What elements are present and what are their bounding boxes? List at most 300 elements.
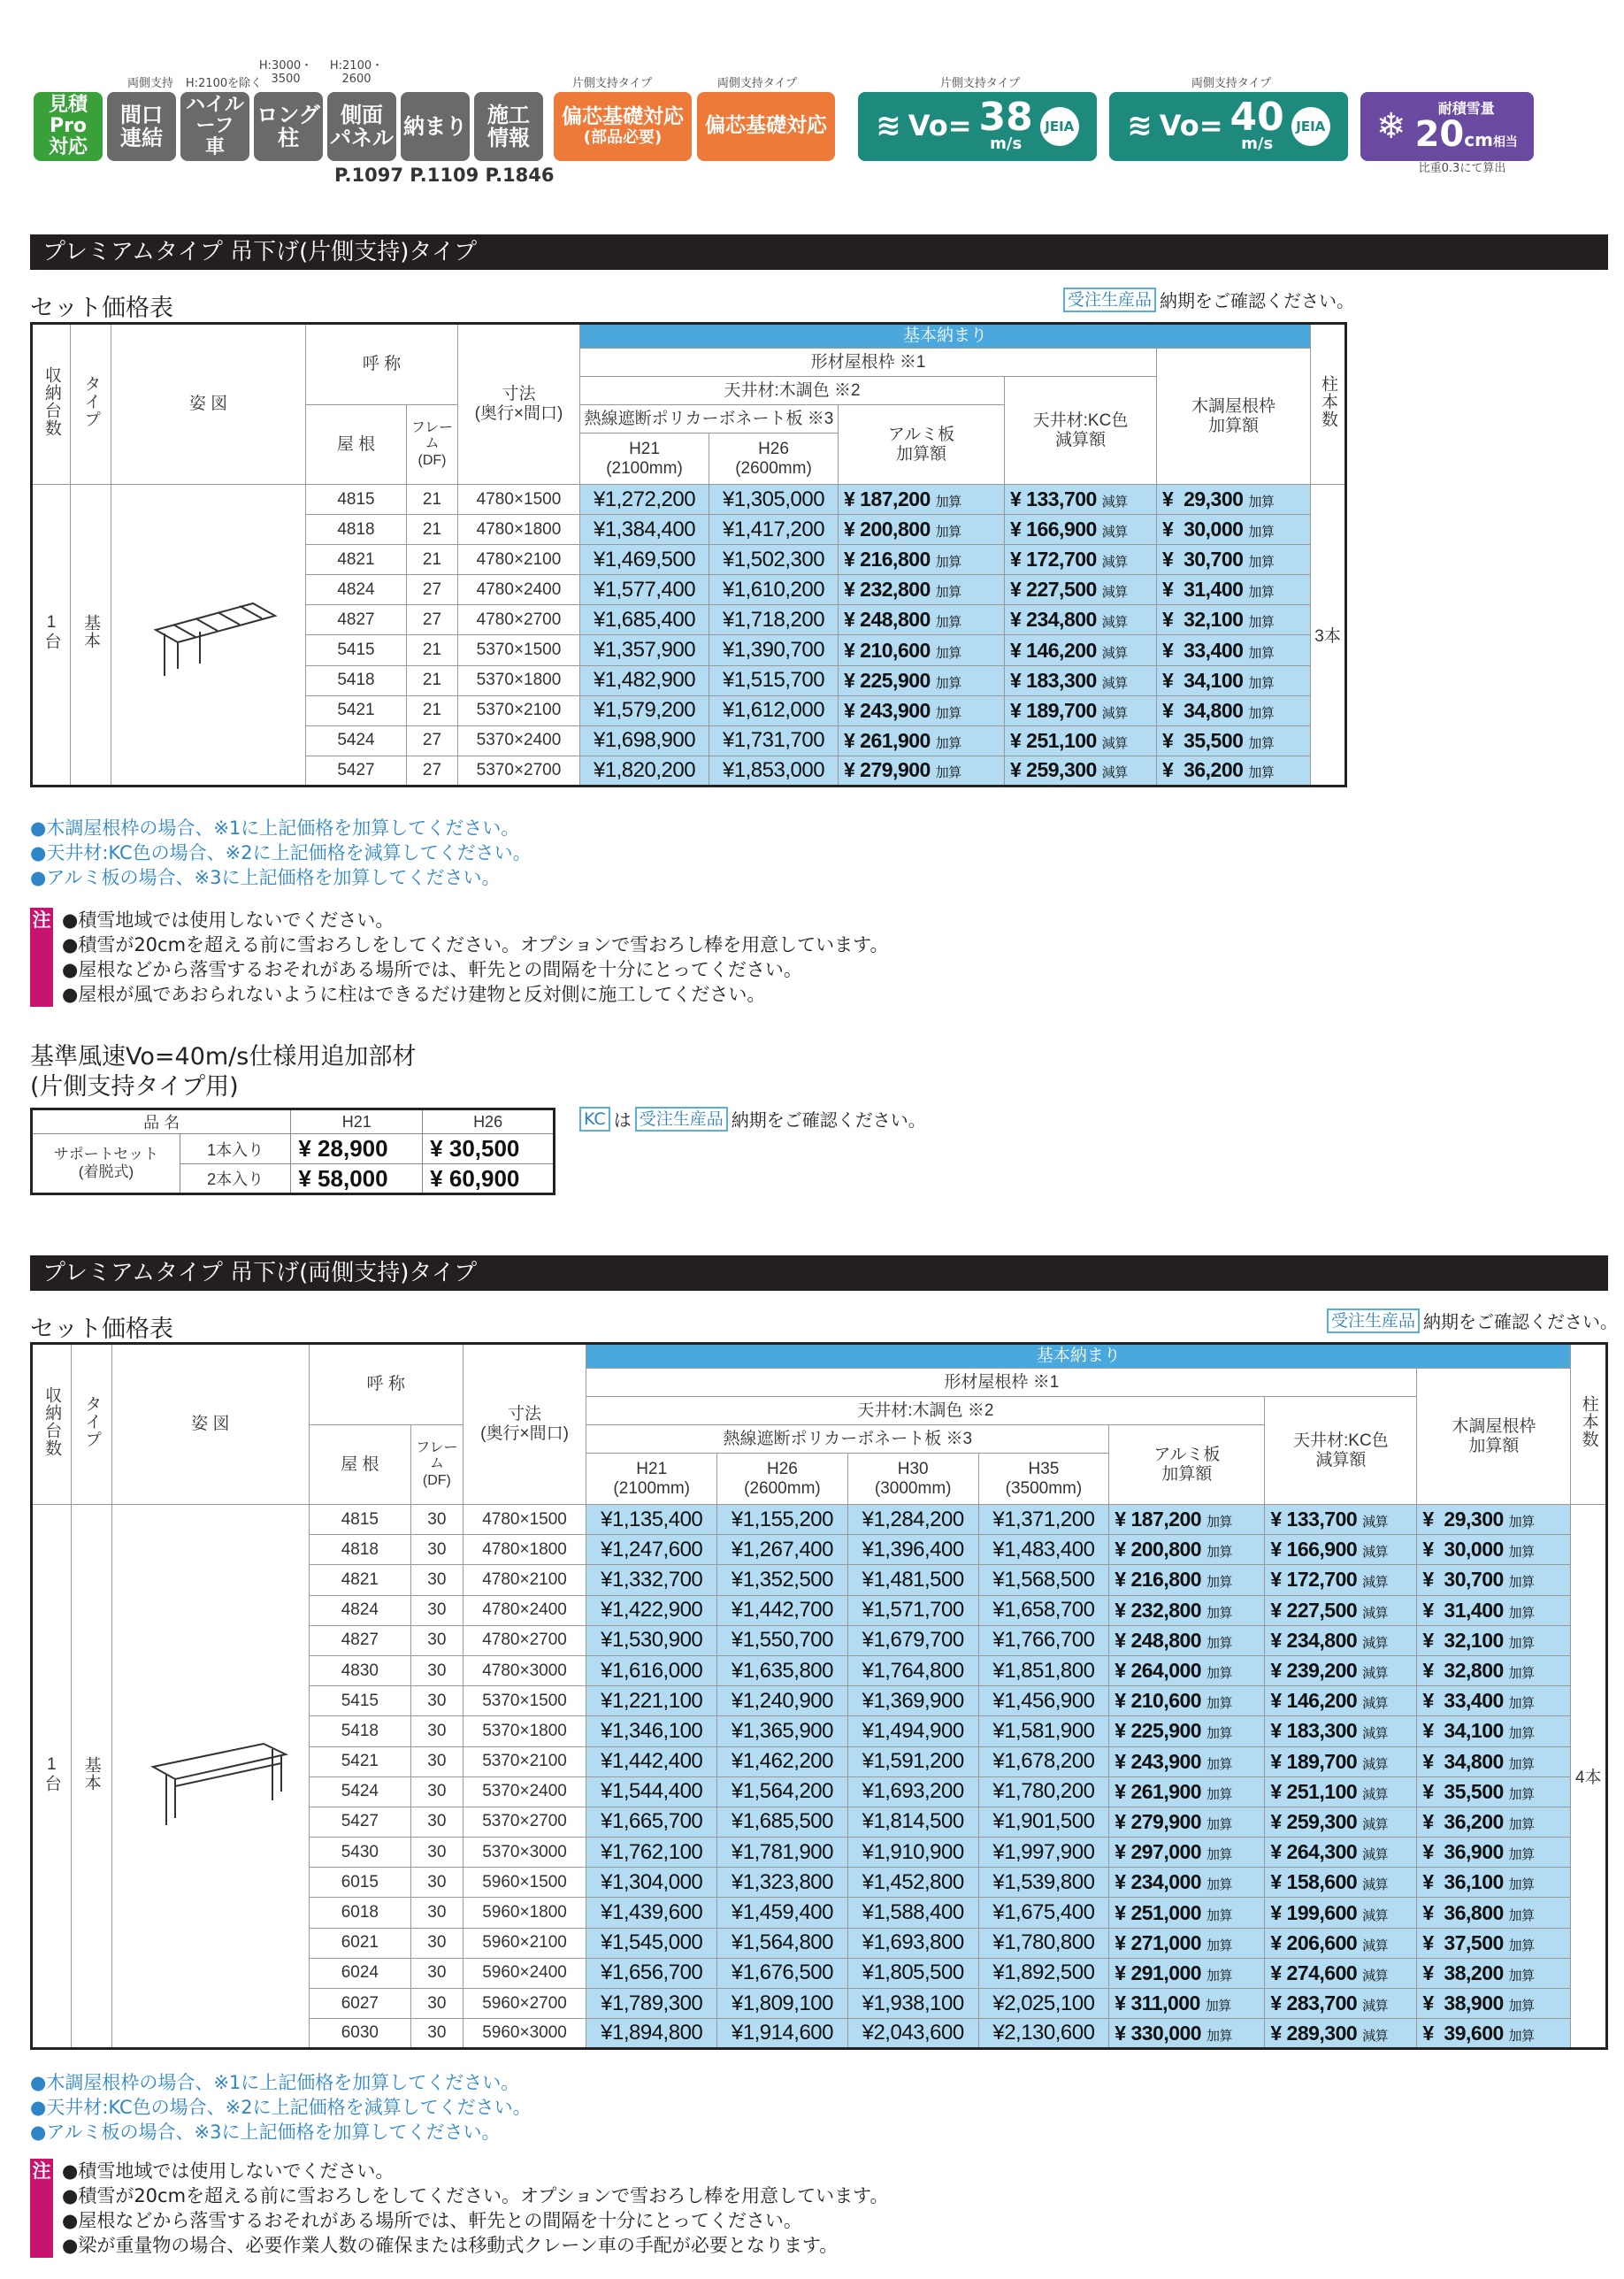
high-roof-badge: ハイルーフ 車	[180, 92, 249, 161]
price-p3-cell: ¥1,369,900	[847, 1686, 978, 1716]
size-cell: 5960×2400	[463, 1958, 586, 1988]
section1-made-to-order-note	[1063, 287, 1354, 312]
mokucho-cell: ¥ 31,400 加算	[1417, 1595, 1571, 1625]
delivery-note: 納期をご確認ください。	[731, 1109, 926, 1131]
header-yane: 屋 根	[306, 405, 407, 485]
support-title	[30, 1042, 416, 1102]
yane-cell: 5424	[306, 725, 407, 756]
price-p2-cell: ¥1,612,000	[709, 695, 839, 725]
df-cell: 30	[411, 1928, 463, 1958]
yane-cell: 5424	[309, 1776, 410, 1807]
size-cell: 4780×1500	[458, 485, 580, 515]
header-tenjo: 天井材:木調色 ※2	[580, 377, 1005, 405]
mokucho-cell: ¥ 36,200 加算	[1417, 1807, 1571, 1837]
price-p2-cell: ¥1,240,900	[717, 1686, 848, 1716]
kc-cell: ¥ 189,700 減算	[1005, 695, 1157, 725]
df-cell: 21	[407, 635, 458, 665]
made-to-order-badge: 受注生産品	[635, 1107, 728, 1132]
product-diagram	[112, 1505, 310, 2049]
hencho1-sub: (部品必要)	[583, 127, 663, 147]
type-cell: 基本	[71, 485, 111, 787]
header-kihon: 基本納まり	[580, 324, 1311, 349]
header-sugata: 姿 図	[112, 1344, 310, 1505]
mokucho-cell: ¥ 34,800 加算	[1157, 695, 1311, 725]
size-cell: 5370×3000	[463, 1838, 586, 1868]
df-cell: 30	[411, 1655, 463, 1685]
mokucho-cell: ¥ 38,200 加算	[1417, 1958, 1571, 1988]
yane-cell: 6024	[309, 1958, 410, 1988]
mitsumori-pro-badge: 見積Pro 対応	[34, 92, 103, 161]
kc-cell: ¥ 259,300 減算	[1265, 1807, 1417, 1837]
price-p4-cell: ¥1,371,200	[978, 1505, 1109, 1535]
table-row	[32, 1505, 1607, 1535]
alumi-cell: ¥ 248,800 加算	[839, 605, 1005, 635]
section1-price-table	[30, 322, 1347, 787]
kc-cell: ¥ 166,900 減算	[1005, 515, 1157, 545]
yane-cell: 4815	[306, 485, 407, 515]
price-p4-cell: ¥1,581,900	[978, 1716, 1109, 1746]
support-title-line2: (片側支持タイプ用)	[30, 1073, 239, 1101]
support-row1-label: 1本入り	[180, 1134, 290, 1164]
yane-cell: 6030	[309, 2019, 410, 2049]
price-p2-cell: ¥1,731,700	[709, 725, 839, 756]
size-cell: 5960×3000	[463, 2019, 586, 2049]
support-row1-h21: ¥ 28,900	[291, 1134, 423, 1164]
carport-diagram-icon	[120, 579, 297, 685]
price-p1-cell: ¥1,482,900	[580, 665, 709, 695]
section2-blue-notes	[30, 2070, 532, 2145]
size-cell: 5370×1500	[463, 1686, 586, 1716]
yane-cell: 5430	[309, 1838, 410, 1868]
delivery-note: 納期をご確認ください。	[1160, 290, 1355, 311]
kc-cell: ¥ 259,300 減算	[1005, 756, 1157, 786]
caption-long: H:3000・ 3500	[258, 59, 313, 86]
kc-cell: ¥ 158,600 減算	[1265, 1868, 1417, 1898]
price-p3-cell: ¥1,588,400	[847, 1898, 978, 1928]
caption-wind38: 片側支持タイプ	[939, 77, 1021, 90]
mokucho-cell: ¥ 32,100 加算	[1157, 605, 1311, 635]
yane-cell: 4830	[309, 1655, 410, 1685]
size-cell: 5960×1500	[463, 1868, 586, 1898]
yane-cell: 4821	[306, 545, 407, 575]
df-cell: 21	[407, 695, 458, 725]
caution-item: ●積雪が20cmを超える前に雪おろしをしてください。オプションで雪おろし棒を用意しています。	[62, 2185, 889, 2206]
jeia-logo-40: JEIA	[1291, 107, 1330, 146]
kc-cell: ¥ 199,600 減算	[1265, 1898, 1417, 1928]
header-h21: H21 (2100mm)	[586, 1454, 717, 1505]
alumi-cell: ¥ 264,000 加算	[1109, 1655, 1265, 1685]
mokucho-cell: ¥ 29,300 加算	[1157, 485, 1311, 515]
mokucho-cell: ¥ 34,100 加算	[1157, 665, 1311, 695]
price-p2-cell: ¥1,417,200	[709, 515, 839, 545]
alumi-cell: ¥ 279,900 加算	[839, 756, 1005, 786]
mokucho-cell: ¥ 29,300 加算	[1417, 1505, 1571, 1535]
caption-maguchi: 両側支持	[126, 77, 173, 90]
alumi-cell: ¥ 297,000 加算	[1109, 1838, 1265, 1868]
snow-unit: cm	[1464, 128, 1493, 150]
price-p2-cell: ¥1,635,800	[717, 1655, 848, 1685]
section2-subtitle: セット価格表	[30, 1316, 173, 1343]
size-cell: 4780×2400	[458, 575, 580, 605]
price-p1-cell: ¥1,685,400	[580, 605, 709, 635]
size-cell: 5370×1500	[458, 635, 580, 665]
price-p4-cell: ¥1,539,800	[978, 1868, 1109, 1898]
header-mokucho: 木調屋根枠 加算額	[1157, 349, 1311, 485]
blue-note: ●アルミ板の場合、※3に上記価格を加算してください。	[30, 2122, 501, 2143]
hencho-kiso-ryogawa-badge: 偏芯基礎対応	[697, 92, 835, 161]
yane-cell: 4818	[306, 515, 407, 545]
price-p3-cell: ¥1,910,900	[847, 1838, 978, 1868]
support-title-line1: 基準風速Vo=40m/s仕様用追加部材	[30, 1043, 417, 1070]
section1-rows	[32, 485, 1346, 787]
alumi-cell: ¥ 187,200 加算	[1109, 1505, 1265, 1535]
price-p4-cell: ¥2,130,600	[978, 2019, 1109, 2049]
section1-title: プレミアムタイプ 吊下げ(片側支持)タイプ	[30, 234, 1608, 270]
kc-cell: ¥ 251,100 減算	[1265, 1776, 1417, 1807]
df-cell: 27	[407, 725, 458, 756]
blue-note: ●天井材:KC色の場合、※2に上記価格を減算してください。	[30, 842, 532, 863]
support-row2-label: 2本入り	[180, 1164, 290, 1194]
price-p3-cell: ¥1,494,900	[847, 1716, 978, 1746]
alumi-cell: ¥ 200,800 加算	[839, 515, 1005, 545]
wind40-value: 40	[1229, 95, 1284, 141]
caption-snow: 比重0.3にて算出	[1418, 162, 1506, 175]
kc-cell: ¥ 251,100 減算	[1005, 725, 1157, 756]
section2-rows	[32, 1505, 1607, 2049]
price-p3-cell: ¥1,764,800	[847, 1655, 978, 1685]
wind-38-badge	[858, 92, 1097, 161]
mokucho-cell: ¥ 37,500 加算	[1417, 1928, 1571, 1958]
maguchi-renketsu-badge: 間口 連結	[107, 92, 176, 161]
product-diagram	[111, 485, 306, 787]
section2-title: プレミアムタイプ 吊下げ(両側支持)タイプ	[30, 1255, 1608, 1291]
kc-cell: ¥ 283,700 減算	[1265, 1989, 1417, 2019]
price-p3-cell: ¥1,284,200	[847, 1505, 978, 1535]
size-cell: 4780×1800	[458, 515, 580, 545]
long-pillar-badge: ロング 柱	[254, 92, 323, 161]
snow-sub: 相当	[1492, 134, 1518, 150]
header-kc: 天井材:KC色 減算額	[1265, 1397, 1417, 1505]
side-panel-badge: 側面 パネル	[327, 92, 396, 161]
size-cell: 5960×1800	[463, 1898, 586, 1928]
price-p2-cell: ¥1,323,800	[717, 1868, 848, 1898]
yane-cell: 5418	[309, 1716, 410, 1746]
df-cell: 30	[411, 1746, 463, 1776]
header-h26: H26 (2600mm)	[717, 1454, 848, 1505]
support-row2-h26: ¥ 60,900	[423, 1164, 555, 1194]
kc-cell: ¥ 146,200 減算	[1265, 1686, 1417, 1716]
alumi-cell: ¥ 187,200 加算	[839, 485, 1005, 515]
df-cell: 30	[411, 1535, 463, 1565]
header-kosho: 呼 称	[306, 324, 458, 405]
blue-note: ●木調屋根枠の場合、※1に上記価格を加算してください。	[30, 817, 520, 839]
price-p2-cell: ¥1,155,200	[717, 1505, 848, 1535]
mokucho-cell: ¥ 36,200 加算	[1157, 756, 1311, 786]
caption-hencho1: 片側支持タイプ	[571, 77, 653, 90]
price-p2-cell: ¥1,685,500	[717, 1807, 848, 1837]
kc-cell: ¥ 166,900 減算	[1265, 1535, 1417, 1565]
blue-note: ●アルミ板の場合、※3に上記価格を加算してください。	[30, 867, 501, 888]
kc-cell: ¥ 234,800 減算	[1005, 605, 1157, 635]
caution-item: ●屋根が風であおられないように柱はできるだけ建物と反対側に施工してください。	[62, 984, 766, 1005]
size-cell: 4780×2700	[463, 1625, 586, 1655]
price-p1-cell: ¥1,577,400	[580, 575, 709, 605]
header-sunpo: 寸法 (奥行×間口)	[458, 324, 580, 485]
yane-cell: 5427	[309, 1807, 410, 1837]
alumi-cell: ¥ 200,800 加算	[1109, 1535, 1265, 1565]
price-p4-cell: ¥1,901,500	[978, 1807, 1109, 1837]
kc-cell: ¥ 274,600 減算	[1265, 1958, 1417, 1988]
price-p1-cell: ¥1,221,100	[586, 1686, 717, 1716]
made-to-order-badge: 受注生産品	[1063, 288, 1156, 312]
caption-sokumen: H:2100・ 2600	[329, 59, 384, 86]
price-p4-cell: ¥1,851,800	[978, 1655, 1109, 1685]
alumi-cell: ¥ 261,900 加算	[1109, 1776, 1265, 1807]
header-tenjo: 天井材:木調色 ※2	[586, 1397, 1265, 1425]
price-p4-cell: ¥1,892,500	[978, 1958, 1109, 1988]
df-cell: 30	[411, 1716, 463, 1746]
yane-cell: 4827	[309, 1625, 410, 1655]
price-p1-cell: ¥1,894,800	[586, 2019, 717, 2049]
alumi-cell: ¥ 210,600 加算	[1109, 1686, 1265, 1716]
price-p1-cell: ¥1,656,700	[586, 1958, 717, 1988]
caution-item: ●積雪地域では使用しないでください。	[62, 2160, 395, 2182]
yane-cell: 4824	[306, 575, 407, 605]
size-cell: 5370×2700	[458, 756, 580, 786]
header-h35: H35 (3500mm)	[978, 1454, 1109, 1505]
price-p2-cell: ¥1,390,700	[709, 635, 839, 665]
price-p3-cell: ¥1,481,500	[847, 1565, 978, 1595]
size-cell: 5370×2400	[458, 725, 580, 756]
header-alumi: アルミ板 加算額	[1109, 1425, 1265, 1505]
alumi-cell: ¥ 279,900 加算	[1109, 1807, 1265, 1837]
caution-item: ●梁が重量物の場合、必要作業人数の確保または移動式クレーン車の手配が必要となります。	[62, 2235, 839, 2256]
header-katazai: 形材屋根枠 ※1	[586, 1369, 1417, 1397]
price-p1-cell: ¥1,789,300	[586, 1989, 717, 2019]
alumi-cell: ¥ 330,000 加算	[1109, 2019, 1265, 2049]
caution-item: ●積雪地域では使用しないでください。	[62, 909, 395, 931]
price-p1-cell: ¥1,698,900	[580, 725, 709, 756]
caption-hairoof: H:2100を除く	[185, 77, 263, 90]
df-cell: 30	[411, 1958, 463, 1988]
yane-cell: 6021	[309, 1928, 410, 1958]
df-cell: 30	[411, 1595, 463, 1625]
seko-info-badge[interactable]: 施工 情報	[474, 92, 543, 161]
wind40-prefix: Vo=	[1159, 109, 1223, 143]
df-cell: 30	[411, 1686, 463, 1716]
alumi-cell: ¥ 261,900 加算	[839, 725, 1005, 756]
section1-subtitle: セット価格表	[30, 295, 173, 322]
osamari-badge[interactable]: 納まり	[401, 92, 470, 161]
size-cell: 4780×1500	[463, 1505, 586, 1535]
mokucho-cell: ¥ 32,800 加算	[1417, 1655, 1571, 1685]
wind-40-badge	[1109, 92, 1348, 161]
price-p2-cell: ¥1,564,800	[717, 1928, 848, 1958]
size-cell: 4780×2400	[463, 1595, 586, 1625]
yane-cell: 6027	[309, 1989, 410, 2019]
wind38-unit: m/s	[990, 134, 1023, 154]
size-cell: 5370×2100	[463, 1746, 586, 1776]
df-cell: 30	[411, 1625, 463, 1655]
page-references[interactable]: P.1097 P.1109 P.1846	[334, 165, 555, 186]
section1-caution	[30, 908, 1003, 1007]
price-p1-cell: ¥1,762,100	[586, 1838, 717, 1868]
mokucho-cell: ¥ 30,000 加算	[1157, 515, 1311, 545]
alumi-cell: ¥ 216,800 加算	[1109, 1565, 1265, 1595]
price-p1-cell: ¥1,616,000	[586, 1655, 717, 1685]
df-cell: 30	[411, 1807, 463, 1837]
size-cell: 5370×1800	[458, 665, 580, 695]
price-p4-cell: ¥1,456,900	[978, 1686, 1109, 1716]
price-p4-cell: ¥1,675,400	[978, 1898, 1109, 1928]
alumi-cell: ¥ 271,000 加算	[1109, 1928, 1265, 1958]
kc-cell: ¥ 172,700 減算	[1265, 1565, 1417, 1595]
alumi-cell: ¥ 210,600 加算	[839, 635, 1005, 665]
mokucho-cell: ¥ 33,400 加算	[1417, 1686, 1571, 1716]
kc-badge: KC	[579, 1107, 610, 1132]
yane-cell: 5415	[309, 1686, 410, 1716]
price-p1-cell: ¥1,357,900	[580, 635, 709, 665]
df-cell: 30	[411, 1776, 463, 1807]
size-cell: 5370×2700	[463, 1807, 586, 1837]
price-p4-cell: ¥1,766,700	[978, 1625, 1109, 1655]
df-cell: 27	[407, 605, 458, 635]
price-p1-cell: ¥1,422,900	[586, 1595, 717, 1625]
header-sugata: 姿 図	[111, 324, 306, 485]
kc-cell: ¥ 234,800 減算	[1265, 1625, 1417, 1655]
caution-item: ●積雪が20cmを超える前に雪おろしをしてください。オプションで雪おろし棒を用意しています。	[62, 934, 889, 955]
df-cell: 30	[411, 1898, 463, 1928]
jeia-logo-38: JEIA	[1040, 107, 1079, 146]
kc-cell: ¥ 189,700 減算	[1265, 1746, 1417, 1776]
price-p2-cell: ¥1,914,600	[717, 2019, 848, 2049]
price-p1-cell: ¥1,439,600	[586, 1898, 717, 1928]
price-p1-cell: ¥1,384,400	[580, 515, 709, 545]
caution-item: ●屋根などから落雪するおそれがある場所では、軒先との間隔を十分にとってください。	[62, 2210, 802, 2231]
price-p4-cell: ¥1,568,500	[978, 1565, 1109, 1595]
yane-cell: 6018	[309, 1898, 410, 1928]
shuno-cell: 1台	[32, 1505, 72, 2049]
mokucho-cell: ¥ 35,500 加算	[1417, 1776, 1571, 1807]
mokucho-cell: ¥ 33,400 加算	[1157, 635, 1311, 665]
carport-diagram-icon	[122, 1712, 299, 1836]
df-cell: 30	[411, 2019, 463, 2049]
df-cell: 30	[411, 1838, 463, 1868]
kc-cell: ¥ 289,300 減算	[1265, 2019, 1417, 2049]
wind38-prefix: Vo=	[908, 109, 972, 143]
df-cell: 21	[407, 545, 458, 575]
mokucho-cell: ¥ 36,100 加算	[1417, 1868, 1571, 1898]
blue-note: ●木調屋根枠の場合、※1に上記価格を加算してください。	[30, 2072, 520, 2093]
size-cell: 5370×2400	[463, 1776, 586, 1807]
caution-tag: 注	[30, 2159, 53, 2258]
alumi-cell: ¥ 291,000 加算	[1109, 1958, 1265, 1988]
header-yane: 屋 根	[309, 1425, 410, 1505]
mokucho-cell: ¥ 34,100 加算	[1417, 1716, 1571, 1746]
mokucho-cell: ¥ 36,900 加算	[1417, 1838, 1571, 1868]
kc-cell: ¥ 264,300 減算	[1265, 1838, 1417, 1868]
shuno-cell: 1台	[32, 485, 71, 787]
size-cell: 5960×2700	[463, 1989, 586, 2019]
header-netsu: 熱線遮断ポリカーボネート板 ※3	[580, 405, 839, 434]
support-header-h21: H21	[291, 1109, 423, 1134]
df-cell: 30	[411, 1565, 463, 1595]
header-kihon: 基本納まり	[586, 1344, 1571, 1369]
yane-cell: 4824	[309, 1595, 410, 1625]
df-cell: 21	[407, 485, 458, 515]
caution-tag: 注	[30, 908, 53, 1007]
price-p3-cell: ¥2,043,600	[847, 2019, 978, 2049]
price-p2-cell: ¥1,267,400	[717, 1535, 848, 1565]
df-cell: 21	[407, 515, 458, 545]
df-cell: 30	[411, 1989, 463, 2019]
df-cell: 21	[407, 665, 458, 695]
price-p3-cell: ¥1,571,700	[847, 1595, 978, 1625]
price-p4-cell: ¥2,025,100	[978, 1989, 1109, 2019]
hencho-kiso-katagawa-badge	[554, 92, 692, 161]
header-kosho: 呼 称	[309, 1344, 463, 1425]
df-cell: 27	[407, 756, 458, 786]
mokucho-cell: ¥ 35,500 加算	[1157, 725, 1311, 756]
size-cell: 4780×2100	[463, 1565, 586, 1595]
price-p1-cell: ¥1,135,400	[586, 1505, 717, 1535]
support-note	[579, 1106, 926, 1132]
price-p1-cell: ¥1,665,700	[586, 1807, 717, 1837]
section2-caution	[30, 2159, 1003, 2258]
size-cell: 5370×2100	[458, 695, 580, 725]
price-p1-cell: ¥1,530,900	[586, 1625, 717, 1655]
caption-wind40: 両側支持タイプ	[1191, 77, 1272, 90]
kc-cell: ¥ 239,200 減算	[1265, 1655, 1417, 1685]
price-p1-cell: ¥1,272,200	[580, 485, 709, 515]
support-row2-h21: ¥ 58,000	[291, 1164, 423, 1194]
kc-cell: ¥ 172,700 減算	[1005, 545, 1157, 575]
price-p3-cell: ¥1,396,400	[847, 1535, 978, 1565]
header-sunpo: 寸法 (奥行×間口)	[463, 1344, 586, 1505]
kc-cell: ¥ 183,300 減算	[1265, 1716, 1417, 1746]
wind40-unit: m/s	[1241, 134, 1274, 154]
price-p3-cell: ¥1,452,800	[847, 1868, 978, 1898]
mokucho-cell: ¥ 30,000 加算	[1417, 1535, 1571, 1565]
price-p3-cell: ¥1,814,500	[847, 1807, 978, 1837]
size-cell: 4780×2700	[458, 605, 580, 635]
price-p2-cell: ¥1,515,700	[709, 665, 839, 695]
price-p3-cell: ¥1,591,200	[847, 1746, 978, 1776]
mokucho-cell: ¥ 38,900 加算	[1417, 1989, 1571, 2019]
wind38-value: 38	[978, 95, 1033, 141]
mokucho-cell: ¥ 32,100 加算	[1417, 1625, 1571, 1655]
header-hashira: 柱本数	[1571, 1344, 1607, 1505]
price-p2-cell: ¥1,459,400	[717, 1898, 848, 1928]
price-p3-cell: ¥1,693,800	[847, 1928, 978, 1958]
snowflake-icon: ❄	[1376, 106, 1406, 147]
price-p2-cell: ¥1,305,000	[709, 485, 839, 515]
header-mokucho: 木調屋根枠 加算額	[1417, 1369, 1571, 1505]
kc-cell: ¥ 133,700 減算	[1265, 1505, 1417, 1535]
wind-icon: ≋	[1127, 108, 1153, 144]
price-p4-cell: ¥1,780,200	[978, 1776, 1109, 1807]
header-h21: H21 (2100mm)	[580, 434, 709, 485]
alumi-cell: ¥ 232,800 加算	[839, 575, 1005, 605]
support-header-h26: H26	[423, 1109, 555, 1134]
blue-note: ●天井材:KC色の場合、※2に上記価格を減算してください。	[30, 2097, 532, 2118]
price-p2-cell: ¥1,676,500	[717, 1958, 848, 1988]
price-p4-cell: ¥1,780,800	[978, 1928, 1109, 1958]
hencho1-label: 偏芯基礎対応	[562, 105, 684, 129]
header-netsu: 熱線遮断ポリカーボネート板 ※3	[586, 1425, 1109, 1454]
mokucho-cell: ¥ 31,400 加算	[1157, 575, 1311, 605]
header-frame: フレーム (DF)	[407, 405, 458, 485]
